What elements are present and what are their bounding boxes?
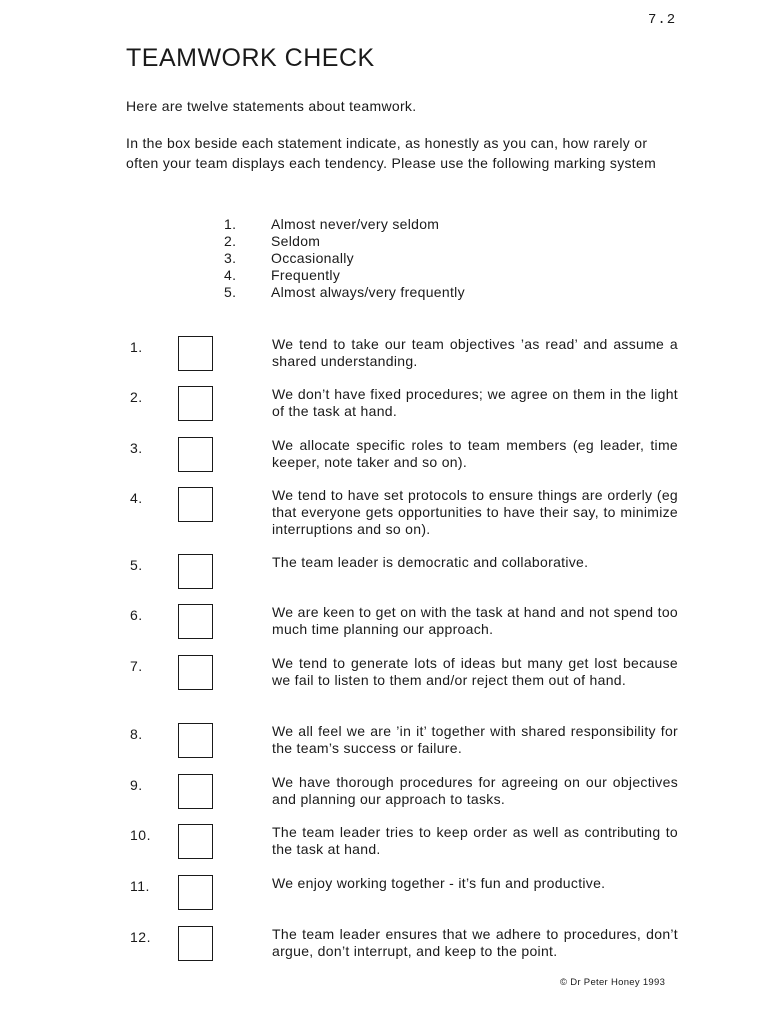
rating-box[interactable] (178, 824, 213, 859)
statement-text: We tend to generate lots of ideas but many get lost because we fail to listen to them and/or reject them out of hand. (272, 655, 678, 688)
scale-label: Seldom (271, 233, 321, 249)
rating-box[interactable] (178, 655, 213, 690)
statement-text: We tend to take our team objectives ’as read’ and assume a shared understanding. (272, 336, 678, 369)
rating-box[interactable] (178, 554, 213, 589)
page-title: TEAMWORK CHECK (126, 44, 375, 72)
statement-text: We all feel we are ’in it’ together with shared responsibility for the team’s success or failure. (272, 723, 678, 756)
page-number: 7.2 (648, 12, 677, 28)
statement-number: 7. (130, 658, 143, 674)
rating-box[interactable] (178, 723, 213, 758)
statement-number: 9. (130, 777, 143, 793)
statement-text: We allocate specific roles to team members (eg leader, time keeper, note taker and so on). (272, 437, 678, 470)
rating-box[interactable] (178, 926, 213, 961)
scale-number: 2. (224, 233, 237, 249)
statement-number: 8. (130, 726, 143, 742)
statement-text: We don’t have fixed procedures; we agree on them in the light of the task at hand. (272, 386, 678, 419)
statement-number: 5. (130, 557, 143, 573)
rating-box[interactable] (178, 487, 213, 522)
scale-number: 3. (224, 250, 237, 266)
statement-text: We tend to have set protocols to ensure things are orderly (eg that everyone gets opportunities to have their say, to minimize interruptions and so on). (272, 487, 678, 537)
statement-number: 11. (130, 878, 150, 894)
rating-box[interactable] (178, 437, 213, 472)
scale-label: Occasionally (271, 250, 354, 266)
statement-number: 1. (130, 339, 143, 355)
statement-text: We enjoy working together - it’s fun and productive. (272, 875, 606, 891)
statement-number: 12. (130, 929, 151, 945)
scale-label: Frequently (271, 267, 341, 283)
rating-box[interactable] (178, 386, 213, 421)
statement-text: The team leader tries to keep order as well as contributing to the task at hand. (272, 824, 678, 857)
statement-text: We are keen to get on with the task at hand and not spend too much time planning our approach. (272, 604, 678, 637)
statement-text: The team leader is democratic and collaborative. (272, 554, 589, 570)
rating-box[interactable] (178, 774, 213, 809)
statement-text: The team leader ensures that we adhere to procedures, don’t argue, don’t interrupt, and keep to the point. (272, 926, 678, 959)
statement-number: 6. (130, 607, 143, 623)
statement-number: 10. (130, 827, 151, 843)
statement-text: We have thorough procedures for agreeing on our objectives and planning our approach to tasks. (272, 774, 678, 807)
statement-number: 4. (130, 490, 143, 506)
scale-label: Almost never/very seldom (271, 216, 440, 232)
statement-number: 3. (130, 440, 143, 456)
scale-number: 1. (224, 216, 237, 232)
rating-box[interactable] (178, 875, 213, 910)
statement-number: 2. (130, 389, 143, 405)
instructions-text: In the box beside each statement indicate, as honestly as you can, how rarely or often your team displays each tendency. Please use the following marking system (126, 135, 657, 171)
copyright-notice: © Dr Peter Honey 1993 (560, 977, 666, 988)
scale-number: 4. (224, 267, 237, 283)
intro-text: Here are twelve statements about teamwork. (126, 98, 417, 114)
rating-box[interactable] (178, 604, 213, 639)
scale-number: 5. (224, 284, 237, 300)
rating-box[interactable] (178, 336, 213, 371)
scale-label: Almost always/very frequently (271, 284, 465, 300)
